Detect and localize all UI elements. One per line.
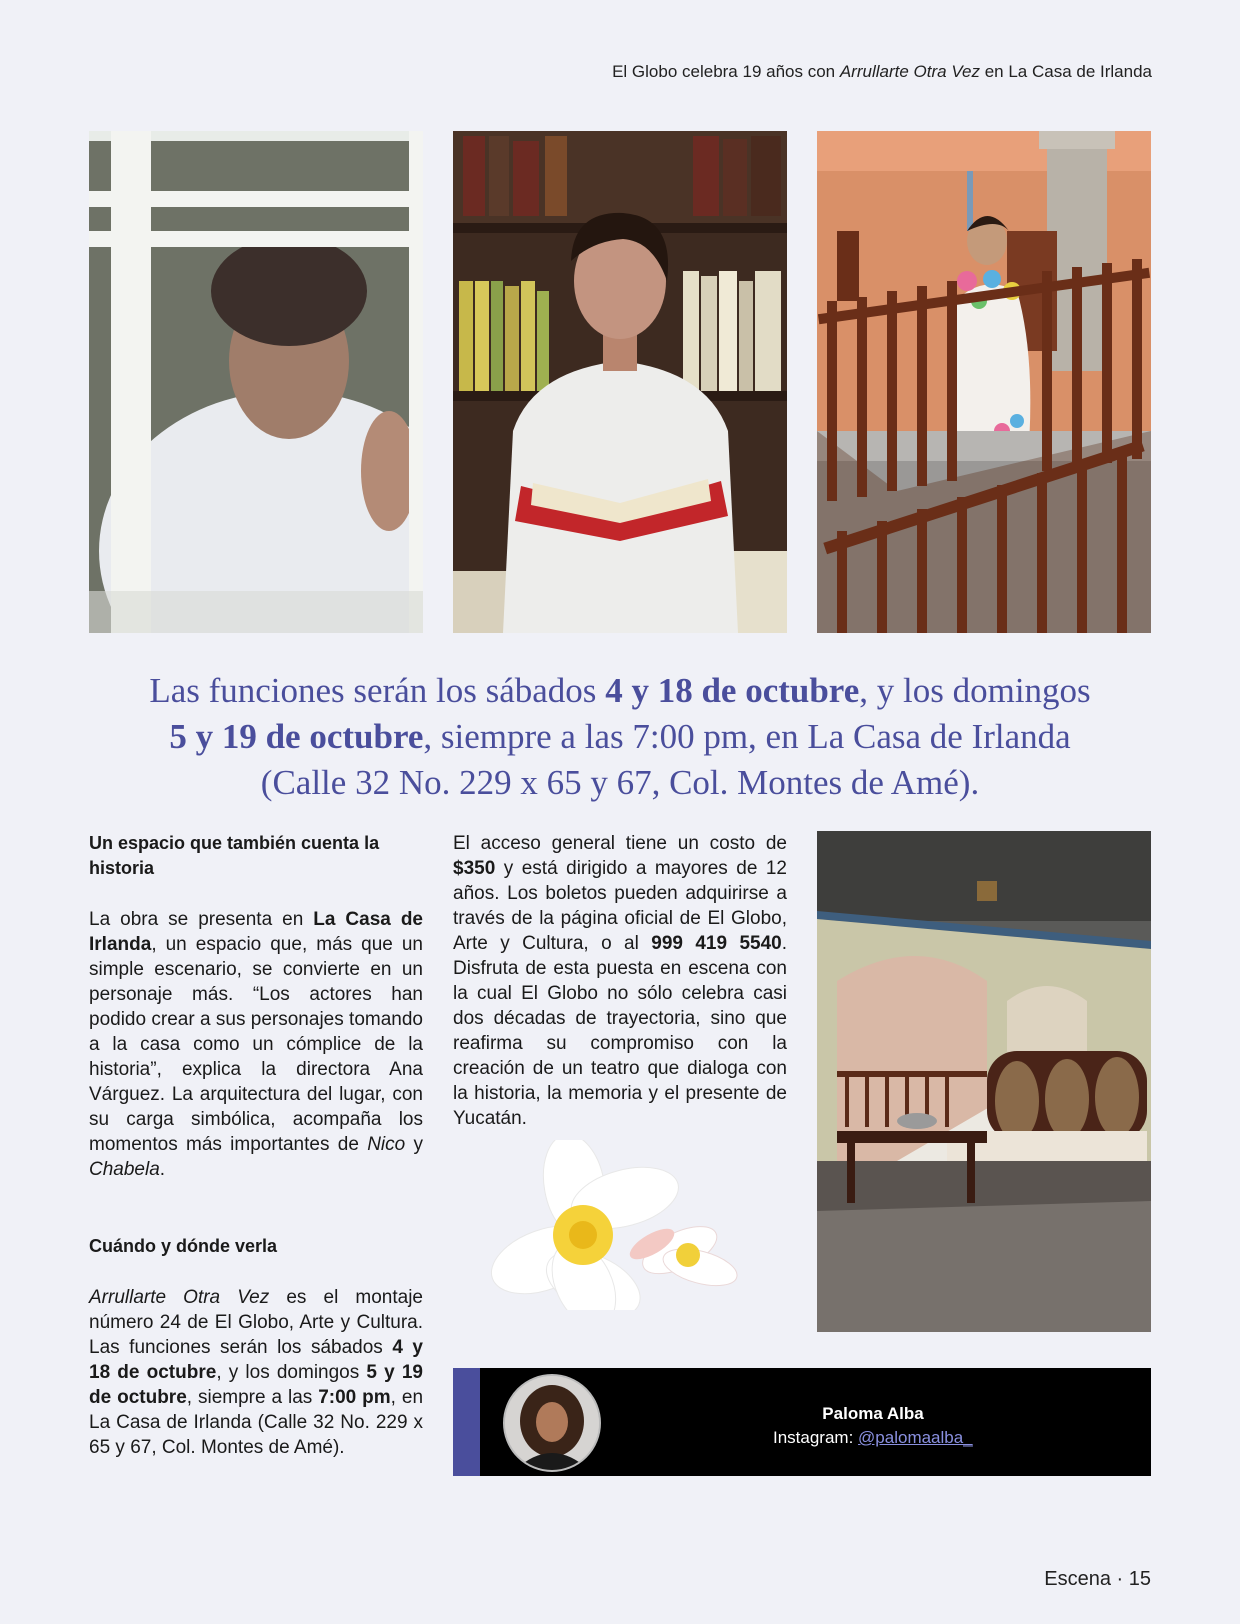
author-accent-bar [453,1368,480,1476]
photo-man-with-book [453,131,787,633]
page-folio: Escena · 15 [1044,1568,1151,1590]
section-heading: Un espacio que también cuenta la historia [89,833,380,878]
instagram-link[interactable]: @palomaalba_ [858,1428,973,1447]
author-instagram: Instagram: @palomaalba_ [773,1428,973,1447]
running-head: El Globo celebra 19 años con Arrullarte Otra Vez en La Casa de Irlanda [612,62,1152,81]
author-box [453,1368,1151,1476]
plumeria-flower-image [488,1140,753,1310]
body-paragraph: La obra se presenta en La Casa de Irlanda, un espacio que, más que un simple escenario, se convierte en un personaje más. “Los actores han podido crear a sus personajes tomando a la casa como un cómplice de la historia”, explica la directora Ana Várguez. La arquitectura del lugar, con su carga simbólica, acompaña los momentos más importantes de Nico y Chabela. [89,909,423,1180]
body-paragraph: El acceso general tiene un costo de $350 y está dirigido a mayores de 12 años. Los boletos pueden adquirirse a través de la página oficial de El Globo, Arte y Cultura, o al 999 419 5540. Disfruta de esta puesta en escena con la cual El Globo no sólo celebra casi dos décadas de trayectoria, sino que reafirma su compromiso con la creación de un teatro que dialoga con la historia, la memoria y el presente de Yucatán. [453,833,788,1129]
photo-house-interior [817,831,1151,1332]
column-middle [453,831,787,1131]
avatar [503,1374,601,1472]
column-left [89,831,423,1460]
photo-woman-at-window [89,131,423,633]
section-heading: Cuándo y dónde verla [89,1236,278,1256]
author-name: Paloma Alba [822,1404,924,1423]
pullquote: Las funciones serán los sábados 4 y 18 de octubre, y los domingos 5 y 19 de octubre, siempre a las 7:00 pm, en La Casa de Irlanda (Calle 32 No. 229 x 65 y 67, Col. Montes de Amé). [149,671,1091,802]
body-paragraph: Arrullarte Otra Vez es el montaje número 24 de El Globo, Arte y Cultura. Las funciones serán los sábados 4 y 18 de octubre, y los domingos 5 y 19 de octubre, siempre a las 7:00 pm, en La Casa de Irlanda (Calle 32 No. 229 x 65 y 67, Col. Montes de Amé). [89,1287,424,1458]
photo-woman-on-staircase [817,131,1151,633]
